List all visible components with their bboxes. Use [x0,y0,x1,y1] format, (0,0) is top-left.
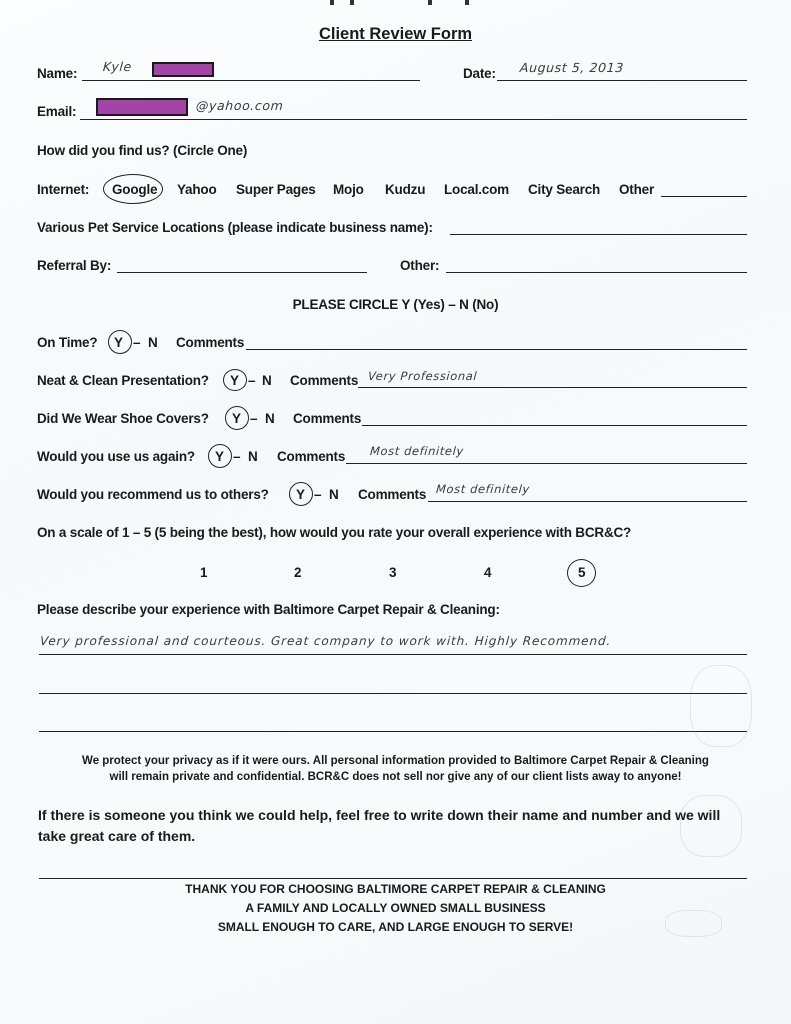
referral-request-line-2: take great care of them. [38,828,196,844]
comments-label: Comments [290,373,359,388]
answer-yes[interactable]: Y [114,335,123,350]
referral-label: Referral By: [37,258,112,273]
rating-circle-mark [567,559,596,587]
option-city-search[interactable]: City Search [528,182,601,197]
pet-service-line[interactable] [450,234,747,235]
internet-label: Internet: [37,182,90,197]
bleed-through-mark [665,910,722,937]
comments-line[interactable] [358,387,747,388]
privacy-line-1: We protect your privacy as if it were ours. All personal information provided to Baltimore Carpet Repair & Cleaning [82,755,709,767]
answer-separator: – [250,411,258,426]
answer-no[interactable]: N [248,449,258,464]
rating-option-1[interactable]: 1 [200,565,208,580]
rating-option-3[interactable]: 3 [389,565,397,580]
pet-service-label: Various Pet Service Locations (please indicate business name): [37,220,433,235]
yes-circle-mark [289,482,313,506]
question-label: Neat & Clean Presentation? [37,373,209,388]
other-label: Other: [400,258,440,273]
referral-line[interactable] [117,272,367,273]
answer-no[interactable]: N [329,487,339,502]
answer-yes[interactable]: Y [230,373,239,388]
answer-separator: – [133,335,141,350]
name-value: Kyle [102,59,133,74]
footer-line-2: A FAMILY AND LOCALLY OWNED SMALL BUSINESS [245,901,546,915]
option-other[interactable]: Other [619,182,655,197]
comment-value: Most definitely [435,482,531,496]
answer-separator: – [314,487,322,502]
answer-separator: – [233,449,241,464]
option-super-pages[interactable]: Super Pages [236,182,316,197]
comments-label: Comments [176,335,245,350]
date-field-line[interactable] [497,80,747,81]
yes-circle-mark [108,330,132,354]
name-label: Name: [37,66,78,81]
comments-line[interactable] [362,425,747,426]
rating-option-4[interactable]: 4 [484,565,492,580]
option-local-com[interactable]: Local.com [444,182,509,197]
email-value: @yahoo.com [195,98,284,113]
comments-label: Comments [277,449,346,464]
privacy-line-2: will remain private and confidential. BCR&C does not sell nor give any of our client lists away to anyone! [109,771,682,783]
google-circle-mark [103,174,163,204]
comments-line[interactable] [428,501,747,502]
comment-value: Very Professional [367,369,478,383]
bleed-through-mark [680,795,742,857]
answer-yes[interactable]: Y [296,487,305,502]
question-label: Did We Wear Shoe Covers? [37,411,209,426]
referral-write-line[interactable] [39,878,747,879]
yes-circle-mark [223,369,247,391]
yes-circle-mark [208,444,232,468]
answer-yes[interactable]: Y [215,449,224,464]
comments-label: Comments [358,487,427,502]
option-google[interactable]: Google [112,182,158,197]
option-kudzu[interactable]: Kudzu [385,182,426,197]
rating-option-2[interactable]: 2 [294,565,302,580]
question-label: Would you recommend us to others? [37,487,269,502]
answer-separator: – [248,373,256,388]
other-internet-line[interactable] [661,196,747,197]
answer-no[interactable]: N [265,411,275,426]
experience-question: Please describe your experience with Baltimore Carpet Repair & Cleaning: [37,602,500,617]
referral-request-line-1: If there is someone you think we could help, feel free to write down their name and number and we will [38,807,721,823]
cropped-header-remnant [300,0,500,6]
comments-label: Comments [293,411,362,426]
answer-no[interactable]: N [148,335,158,350]
other-line[interactable] [446,272,747,273]
experience-answer: Very professional and courteous. Great company to work with. Highly Recommend. [39,634,612,648]
footer-line-1: THANK YOU FOR CHOOSING BALTIMORE CARPET REPAIR & CLEANING [185,882,606,896]
question-label: Would you use us again? [37,449,195,464]
rating-option-5[interactable]: 5 [578,565,586,580]
email-redaction [96,98,188,116]
answer-no[interactable]: N [262,373,272,388]
bleed-through-mark [690,665,752,747]
email-label: Email: [37,104,77,119]
date-label: Date: [463,66,496,81]
question-label: On Time? [37,335,98,350]
yes-no-instruction: PLEASE CIRCLE Y (Yes) – N (No) [292,297,499,312]
experience-line-2[interactable] [39,693,747,694]
experience-line-1[interactable] [39,654,747,655]
name-redaction [152,62,214,77]
comments-line[interactable] [246,349,747,350]
footer-line-3: SMALL ENOUGH TO CARE, AND LARGE ENOUGH TO SERVE! [217,920,574,934]
yes-circle-mark [225,406,249,430]
date-value: August 5, 2013 [519,60,625,75]
answer-yes[interactable]: Y [232,411,241,426]
rating-question: On a scale of 1 – 5 (5 being the best), how would you rate your overall experience with BCR&C? [37,525,632,540]
experience-line-3[interactable] [39,731,747,732]
form-title: Client Review Form [318,25,473,43]
comment-value: Most definitely [369,444,465,458]
option-yahoo[interactable]: Yahoo [177,182,217,197]
find-us-question: How did you find us? (Circle One) [37,143,248,158]
name-field-line[interactable] [82,80,420,81]
comments-line[interactable] [346,463,747,464]
email-field-line[interactable] [80,119,747,120]
option-mojo[interactable]: Mojo [333,182,364,197]
